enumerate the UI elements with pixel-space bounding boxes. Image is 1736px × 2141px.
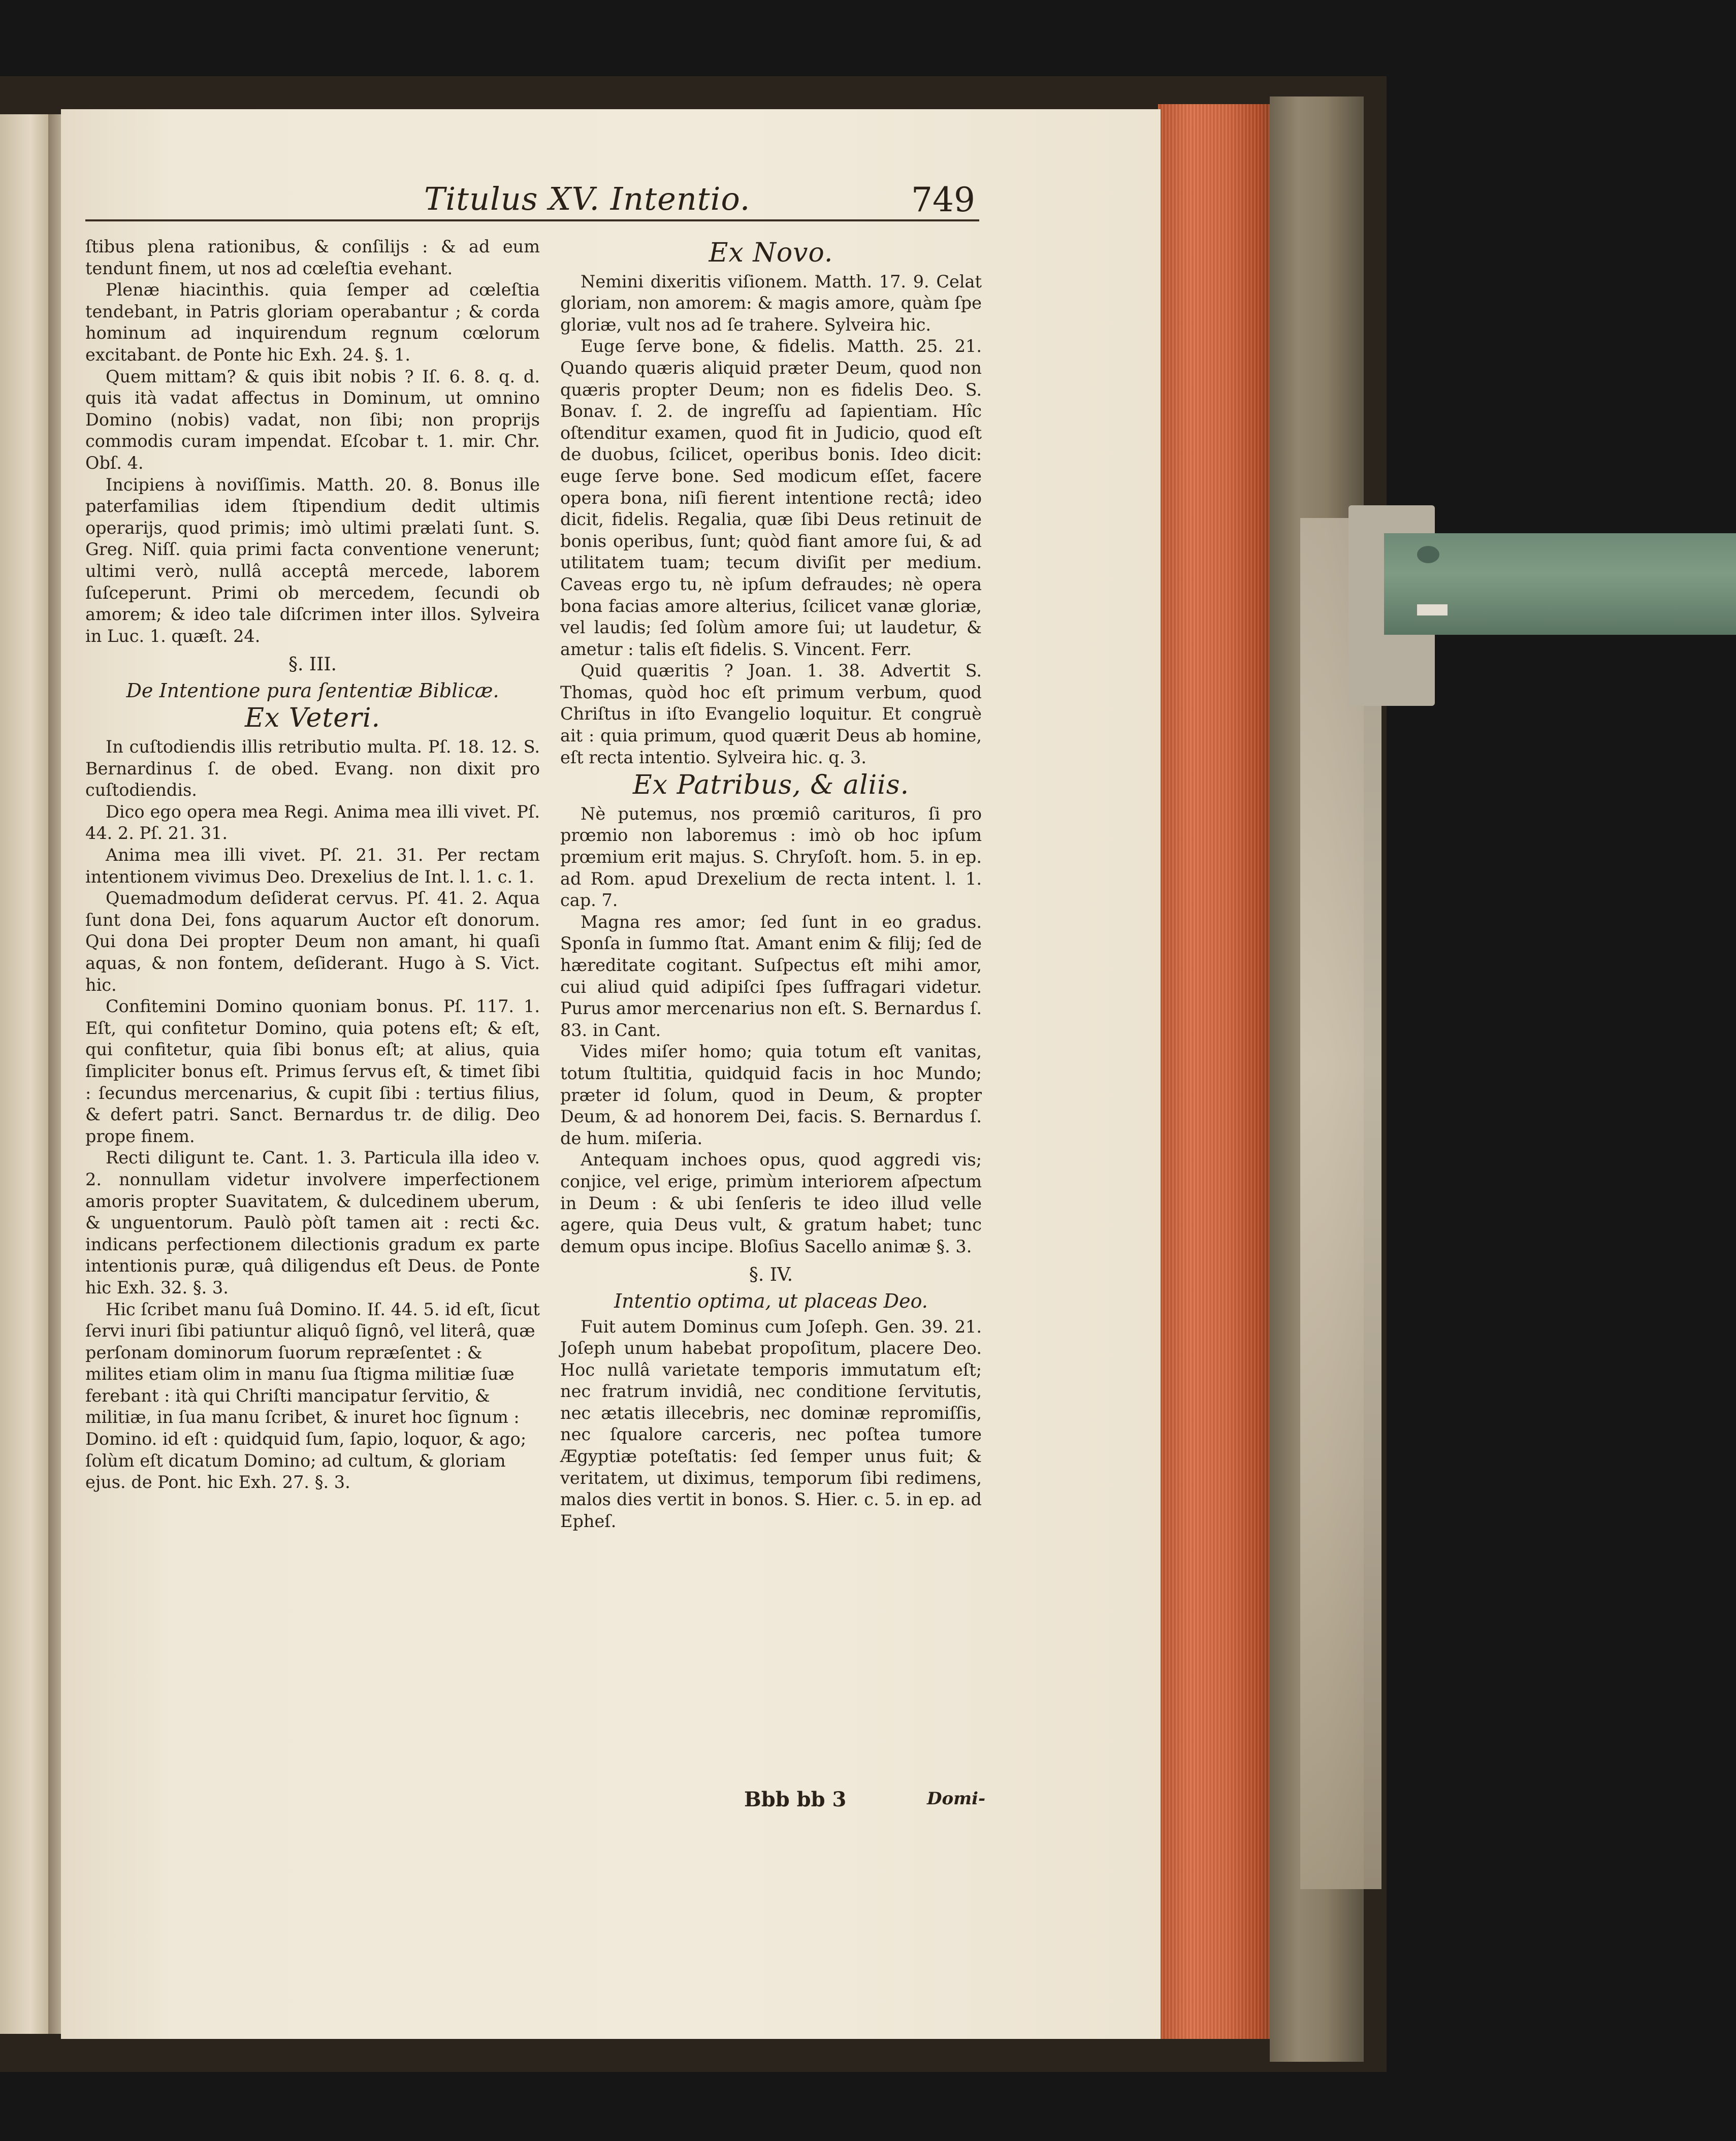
catchword: Domi- (927, 1789, 986, 1809)
paragraph: Nemini dixeritis viſionem. Matth. 17. 9. Celat gloriam, non amorem: & magis amore, quàm ſpe gloriæ, vult nos ad ſe trahere. Sylveira hic. (560, 271, 982, 335)
section-heading: §. IV. (749, 1264, 793, 1286)
section-heading: §. III. (288, 654, 337, 675)
header-rule (85, 219, 979, 221)
paragraph: Nè putemus, nos prœmiô cariturοs, ſi pro prœmio non laboremus : imò ob hoc ipſum prœmium erit majus. S. Chryſoſt. hom. 5. in ep. ad Rom. apud Drexelium de recta intent. l. 1. cap. 7. (560, 803, 982, 911)
paragraph: Quemadmodum deſiderat cervus. Pſ. 41. 2. Aqua ſunt dona Dei, fons aquarum Auctor eſt donorum. Qui dona Dei propter Deum non amant, hi quaſi aquas, & non fontem, deſiderant. Hugo à S. Vict. hic. (85, 888, 540, 995)
paragraph: Anima mea illi vivet. Pſ. 21. 31. Per rectam intentionem vivimus Deo. Drexelius de Int. l. 1. c. 1. (85, 845, 540, 887)
paragraph: Quid quæritis ? Joan. 1. 38. Advertit S. Thomas, quòd hoc eſt primum verbum, quod Chriſtus in iſto Evangelio loquitur. Et congruè ait : quia primum, quod quærit Deus ab homine, eſt recta intentio. Sylveira hic. q. 3. (560, 661, 982, 767)
running-title: Titulus XV. Intentio. (424, 180, 751, 217)
section-heading: De Intentione pura ſententiæ Biblicæ. (126, 679, 499, 702)
paragraph: Hic ſcribet manu ſuâ Domino. Iſ. 44. 5. id eſt, ſicut ſervi inuri ſibi patiuntur aliquô ſignô, vel literâ, quæ perſonam dominorum ſuorum repræſentet : & milites etiam olim in manu ſua ſtigma militiæ ſuæ ferebant : ità qui Chriſti mancipatur ſervitio, & militiæ, in ſua manu ſcribet, & inuret hoc ſignum : Domino. id eſt : quidquid ſum, ſapio, loquor, & ago; ſolùm eſt dicatum Domino; ad cultum, & gloriam ejus. de Pont. hic Exh. 27. §. 3. (85, 1299, 540, 1493)
metal-clasp (1384, 533, 1736, 635)
clasp-hole (1417, 604, 1448, 615)
section-heading: Intentio optima, ut placeas Deo. (614, 1289, 928, 1312)
section-heading: Ex Patribus, & aliis. (632, 770, 910, 801)
signature-mark: Bbb bb 3 (744, 1788, 847, 1811)
red-page-edges (1158, 104, 1285, 2039)
section-heading: Ex Novo. (709, 238, 833, 268)
page-number: 749 (911, 180, 975, 219)
right-column (560, 236, 982, 1532)
paragraph: Euge ſerve bone, & fidelis. Matth. 25. 21. Quando quæris aliquid præter Deum, quod non quæris propter Deum; non es fidelis Deo. S. Bonav. ſ. 2. de ingreſſu ad ſapientiam. Hîc oſtenditur examen, quod fit in Judicio, quod eſt de duobus, ſcilicet, operibus bonis. Ideo dicit: euge ſerve bone. Sed modicum eſſet, facere opera bona, niſi fierent intentione rectâ; ideo dicit, fidelis. Regalia, quæ ſibi Deus retinuit de bonis operibus, ſunt; quòd fiant amore ſui, & ad utilitatem tuam; tecum diviſit per medium. Caveas ergo tu, nè ipſum defraudes; nè opera bona facias amore alterius, ſcilicet vanæ gloriæ, vel laudis; ſed ſolùm amore ſui; ut laudetur, & ametur : talis eſt fidelis. S. Vincent. Ferr. (560, 336, 982, 659)
clasp-rivet (1417, 546, 1439, 563)
paragraph: Plenæ hiacinthis. quia ſemper ad cœleſtia tendebant, in Patris gloriam operabantur ; & corda hominum ad inquirendum regnum cœlorum excitabant. de Ponte hic Exh. 24. §. 1. (85, 280, 540, 365)
paragraph: ſtibus plena rationibus, & conſilijs : & ad eum tendunt finem, ut nos ad cœleſtia evehant. (85, 237, 540, 278)
paragraph: Magna res amor; ſed ſunt in eo gradus. Sponſa in ſummo ſtat. Amant enim & filij; ſed de hæreditate cogitant. Suſpectus eſt mihi amor, cui aliud quid adipiſci ſpes ſuffragari videtur. Purus amor mercenarius non eſt. S. Bernardus ſ. 83. in Cant. (560, 912, 982, 1040)
left-column (85, 236, 540, 1494)
paragraph: Fuit autem Dominus cum Joſeph. Gen. 39. 21. Joſeph unum habebat propoſitum, placere Deo. Hoc nullâ varietate temporis immutatum eſt; nec fratrum invidiâ, nec conditione ſervitutis, nec ætatis illecebris, nec dominæ repromiſſis, nec ſqualore carceris, nec poſtea tumore Ægyptiæ poteſtatis: ſed ſemper unus fuit; & veritatem, ut diximus, temporum ſibi redimens, malos dies vertit in bonos. S. Hier. c. 5. in ep. ad Epheſ. (560, 1316, 982, 1531)
running-header (424, 180, 975, 221)
paragraph: Vides miſer homo; quia totum eſt vanitas, totum ſtultitia, quidquid facis in hoc Mundo; præter id ſolum, quod in Deum, & propter Deum, & ad honorem Dei, facis. S. Bernardus ſ. de hum. miſeria. (560, 1042, 982, 1148)
paragraph: Dico ego opera mea Regi. Anima mea illi vivet. Pſ. 44. 2. Pſ. 21. 31. (85, 801, 540, 844)
paragraph: Recti diligunt te. Cant. 1. 3. Particula illa ideo v. 2. nonnullam videtur involvere imperfectionem amoris propter Suavitatem, & dulcedinem uberum, & unguentorum. Paulò pòſt tamen ait : recti &c. indicans perfectionem dilectionis gradum ex parte intentionis puræ, quâ diligendus eſt Deus. de Ponte hic Exh. 32. §. 3. (85, 1148, 540, 1297)
paragraph: In cuſtodiendis illis retributio multa. Pſ. 18. 12. S. Bernardinus ſ. de obed. Evang. non dixit pro cuſtodiendis. (85, 737, 540, 800)
section-heading: Ex Veteri. (244, 703, 381, 734)
paragraph: Antequam inchoes opus, quod aggredi vis; conjice, vel erige, primùm interiorem aſpectum in Deum : & ubi ſenſeris te ideo illud velle agere, quia Deus vult, & gratum habet; tunc demum opus incipe. Bloſius Sacello animæ §. 3. (560, 1150, 982, 1256)
worn-cover-patch (1300, 518, 1381, 1889)
paragraph: Quem mittam? & quis ibit nobis ? Iſ. 6. 8. q. d. quis ità vadat affectus in Dominum, ut omnino Domino (nobis) vadat, non ſibi; non proprijs commodis curam impendat. Eſcobar t. 1. mir. Chr. Obſ. 4. (85, 366, 540, 473)
paragraph: Incipiens à noviſſimis. Matth. 20. 8. Bonus ille paterfamilias idem ſtipendium dedit ultimis operarijs, quod primis; imò ultimi prælati ſunt. S. Greg. Niſſ. quia primi facta conventione venerunt; ultimi verò, nullâ acceptâ mercede, laborem ſuſceperunt. Primi ob mercedem, ſecundi ob amorem; & ideo tale diſcrimen inter illos. Sylveira in Luc. 1. quæſt. 24. (85, 474, 540, 646)
paragraph: Confitemini Domino quoniam bonus. Pſ. 117. 1. Eſt, qui confitetur Domino, quia potens eſt; & eſt, qui confitetur, quia ſibi bonus eſt; at alius, quia ſimpliciter bonus eſt. Primus ſervus eſt, & timet ſibi : ſecundus mercenarius, & cupit ſibi : tertius filius, & defert patri. Sanct. Bernardus tr. de dilig. Deo prope finem. (85, 996, 540, 1146)
left-page-edge (0, 114, 51, 2034)
